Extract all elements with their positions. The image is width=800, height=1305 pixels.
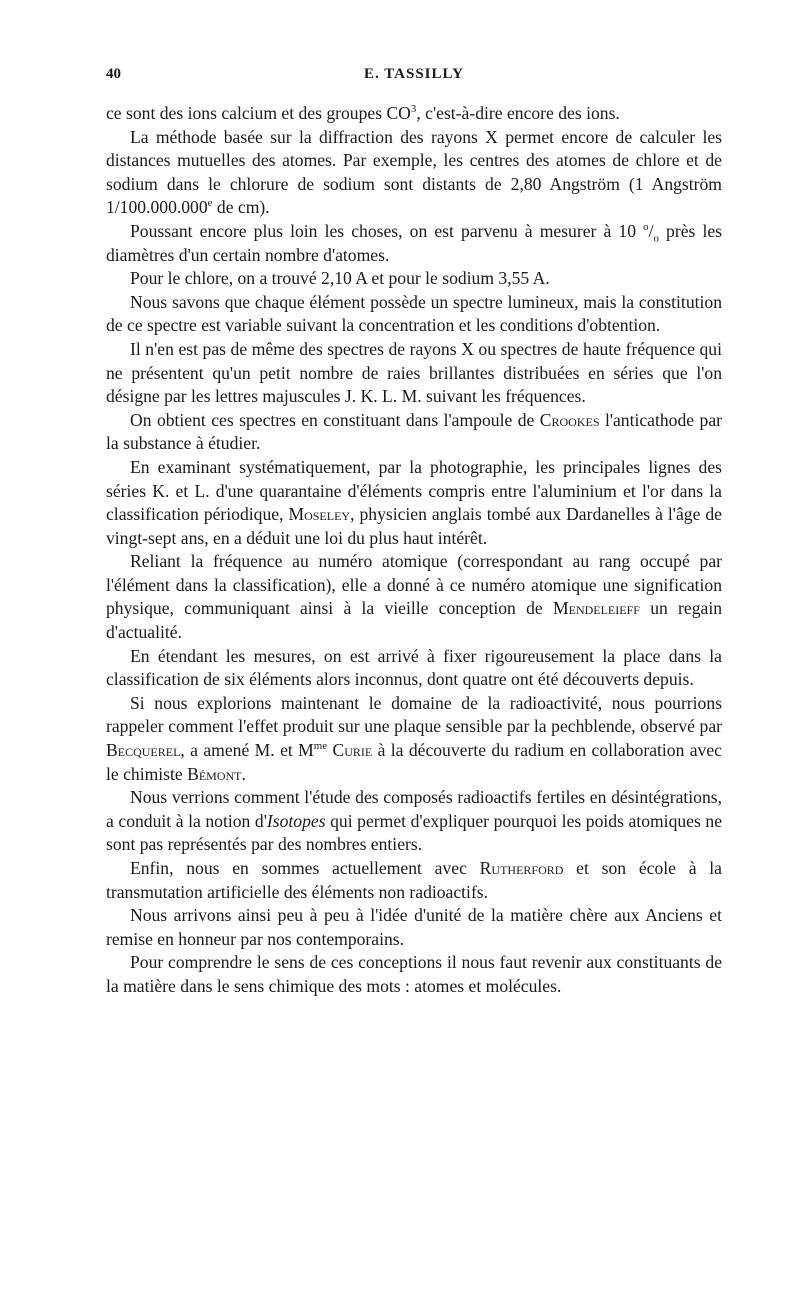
text-run: et son école à la transmutation artificielle des éléments non radioactifs. [106,858,722,902]
body-text [106,102,722,999]
text-run: On obtient ces spectres en constituant dans l'ampoule de [130,409,540,430]
text-run: Poussant encore plus loin les choses, on est parvenu à mesurer à 10 [130,220,644,241]
person-name: Mendeleieff [552,598,640,619]
text-run: En étendant les mesures, on est arrivé à fixer rigoureusement la place dans la classification de six éléments alors inconnus, dont quatre ont été découverts depuis. [106,645,722,690]
emphasis: Isotopes [266,810,326,831]
paragraph [106,267,722,291]
text-run: e [207,196,213,209]
paragraph [106,338,722,409]
text-run: un regain d'actualité. [106,598,723,643]
paragraph [106,857,722,904]
paragraph [106,220,722,267]
text-run: ce sont des ions calcium et des groupes CO [106,103,411,123]
text-run: , a amené M. et M [180,740,314,761]
text-run: . [241,763,246,784]
text-run: En examinant systématiquement, par la photographie, les principales lignes des séries K. et L. d'une quarantaine d'éléments compris entre l'aluminium et l'or dans la classification périodique, [106,456,722,525]
text-run: Pour comprendre le sens de ces conceptions il nous faut revenir aux constituants de la matière dans le sens chimique des mots : atomes et molécules. [106,952,722,996]
text-run: , c'est-à-dire encore des ions. [416,103,620,123]
text-run: Nous arrivons ainsi peu à peu à l'idée d'unité de la matière chère aux Anciens et remise en honneur par nos contemporains. [106,905,722,949]
paragraph [106,409,722,456]
text-run: , physicien anglais tombé aux Dardanelles à l'âge de vingt-sept ans, en a déduit une loi du plus haut intérêt. [106,504,722,548]
text-run: La méthode basée sur la diffraction des rayons X permet encore de calculer les distances mutuelles des atomes. Par exemple, les centres des atomes de chlore et de sodium dans le chlorure de sodium sont distants de 2,80 Angström (1 Angström 1/100.000.000 [106,126,722,218]
paragraph [106,904,722,951]
text-run: Nous savons que chaque élément possède un spectre lumineux, mais la constitution de ce spectre est variable suivant la concentration et les conditions d'obtention. [106,291,722,336]
paragraph [106,291,722,338]
text-run: de cm). [212,197,270,218]
paragraph [106,786,722,857]
paragraph [106,951,722,998]
text-run: Reliant la fréquence au numéro atomique (correspondant au rang occupé par l'élément dans la classification), elle a donné à ce numéro atomique une signification physique, communiquant ainsi à la vieille conception de [106,551,722,619]
paragraph [106,692,722,786]
paragraph [106,126,722,220]
text-run: Nous verrions comment l'étude des composés radioactifs fertiles en désintégrations, a conduit à la notion d' [106,787,722,831]
text-run: / [648,220,654,241]
text-run: près les diamètres d'un certain nombre d'atomes. [106,220,722,265]
text-run: Si nous explorions maintenant le domaine de la radioactivité, nous pourrions rappeler comment l'effet produit sur une plaque sensible par la pechblende, observé par [106,692,722,737]
person-name: Moseley [288,504,351,525]
text-run: me [313,739,328,752]
paragraph [106,456,722,550]
paragraph [106,645,722,692]
text-run: o [653,232,659,245]
text-run: o [643,220,649,233]
person-name: Curie [332,740,373,761]
author-header: E. TASSILLY [364,66,464,82]
running-head [106,66,722,88]
person-name: Bémont [187,763,242,784]
text-run: à la découverte du radium en collaboration avec le chimiste [106,740,722,784]
paragraph [106,102,722,126]
person-name: Becquerel [106,740,181,761]
text-run: Pour le chlore, on a trouvé 2,10 A et pour le sodium 3,55 A. [130,268,550,289]
paragraph [106,550,722,644]
text-run: qui permet d'expliquer pourquoi les poids atomiques ne sont pas représentés par des nombres entiers. [106,810,723,855]
person-name: Crookes [539,409,600,430]
text-run: 3 [410,102,417,115]
text-run: Il n'en est pas de même des spectres de rayons X ou spectres de haute fréquence qui ne présentent qu'un petit nombre de raies brillantes distribuées en séries que l'on désigne par les lettres majuscules J. K. L. M. suivant les fréquences. [106,338,722,407]
text-run: l'anticathode par la substance à étudier. [106,409,722,454]
text-run: Enfin, nous en sommes actuellement avec [130,858,480,878]
page-number: 40 [106,66,121,82]
person-name: Rutherford [479,858,564,878]
